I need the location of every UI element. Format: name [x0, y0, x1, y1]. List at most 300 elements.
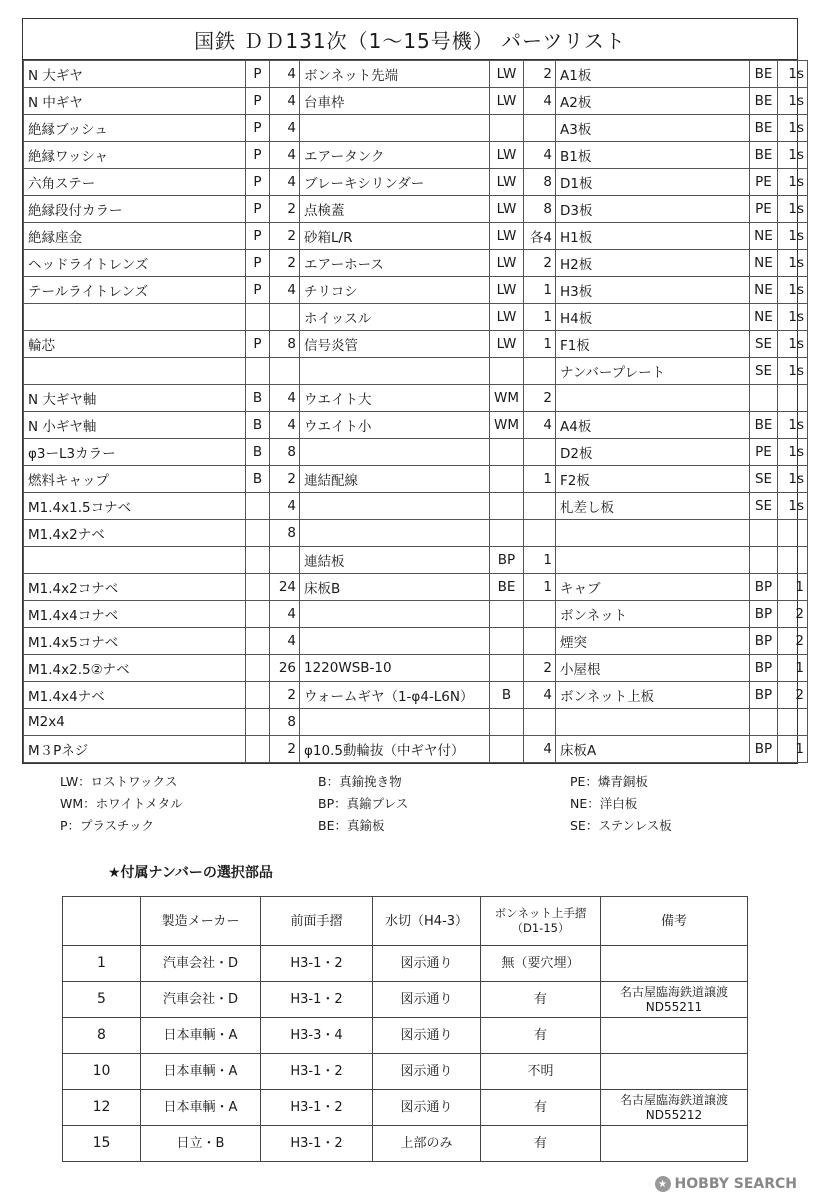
parts-row [24, 628, 808, 655]
parts-cell: P [246, 169, 270, 196]
parts-cell: 2 [270, 223, 300, 250]
parts-cell [556, 709, 750, 736]
parts-cell [490, 466, 524, 493]
parts-cell: ボンネット上板 [556, 682, 750, 709]
parts-cell [300, 520, 490, 547]
selection-header-cell: 備考 [601, 897, 748, 946]
parts-cell: ナンバープレート [556, 358, 750, 385]
parts-cell: BP [750, 682, 778, 709]
legend-item: SE：ステンレス板 [570, 818, 672, 833]
selection-cell: 1 [63, 946, 141, 982]
parts-cell: 絶縁ワッシャ [24, 142, 246, 169]
parts-cell [750, 709, 778, 736]
parts-cell: F1板 [556, 331, 750, 358]
selection-row [63, 1090, 748, 1126]
parts-cell [246, 709, 270, 736]
selection-cell: 上部のみ [373, 1126, 481, 1162]
parts-cell: P [246, 115, 270, 142]
parts-cell: 4 [270, 493, 300, 520]
parts-row [24, 250, 808, 277]
parts-cell: 連結板 [300, 547, 490, 574]
parts-row [24, 655, 808, 682]
parts-cell [270, 304, 300, 331]
parts-cell: BE [750, 88, 778, 115]
parts-cell: 4 [524, 142, 556, 169]
parts-cell: 4 [270, 277, 300, 304]
parts-row [24, 277, 808, 304]
parts-cell [490, 601, 524, 628]
selection-cell: 日立・B [141, 1126, 261, 1162]
parts-cell: M1.4x2ナベ [24, 520, 246, 547]
parts-cell: エアータンク [300, 142, 490, 169]
parts-cell: 床板B [300, 574, 490, 601]
parts-cell: 2 [524, 250, 556, 277]
parts-cell [490, 655, 524, 682]
selection-cell: 15 [63, 1126, 141, 1162]
parts-cell: BP [750, 574, 778, 601]
parts-cell: 点検蓋 [300, 196, 490, 223]
selection-cell: 5 [63, 982, 141, 1018]
parts-row [24, 601, 808, 628]
parts-cell: B [246, 385, 270, 412]
parts-cell [270, 358, 300, 385]
parts-cell: N 大ギヤ軸 [24, 385, 246, 412]
parts-cell: M３Pネジ [24, 736, 246, 763]
selection-cell: H3-1・2 [261, 1054, 373, 1090]
parts-cell: BP [750, 628, 778, 655]
parts-cell: ホイッスル [300, 304, 490, 331]
parts-cell: NE [750, 250, 778, 277]
parts-cell: 2 [524, 385, 556, 412]
parts-cell: 1 [524, 547, 556, 574]
parts-row [24, 331, 808, 358]
selection-cell: 図示通り [373, 1054, 481, 1090]
selection-cell: 不明 [481, 1054, 601, 1090]
parts-cell [270, 547, 300, 574]
selection-cell [601, 1126, 748, 1162]
parts-row [24, 466, 808, 493]
parts-cell: P [246, 277, 270, 304]
parts-cell: B [246, 466, 270, 493]
parts-cell: 絶縁座金 [24, 223, 246, 250]
parts-cell: 絶縁ブッシュ [24, 115, 246, 142]
parts-cell [778, 520, 808, 547]
parts-cell: 床板A [556, 736, 750, 763]
parts-cell: B [246, 412, 270, 439]
parts-cell [246, 304, 270, 331]
parts-cell: LW [490, 196, 524, 223]
parts-cell [246, 358, 270, 385]
selection-cell: 名古屋臨海鉄道譲渡 ND55211 [601, 982, 748, 1018]
parts-cell: 輪芯 [24, 331, 246, 358]
parts-cell: 2 [270, 736, 300, 763]
material-legend [60, 772, 760, 842]
parts-cell [490, 493, 524, 520]
parts-cell: チリコシ [300, 277, 490, 304]
parts-row [24, 439, 808, 466]
selection-row [63, 1126, 748, 1162]
parts-cell: BE [750, 115, 778, 142]
parts-cell: LW [490, 277, 524, 304]
selection-header-cell: 前面手摺 [261, 897, 373, 946]
parts-cell: 各4 [524, 223, 556, 250]
parts-cell: 1 [778, 655, 808, 682]
parts-cell: N 小ギヤ軸 [24, 412, 246, 439]
selection-header-cell [63, 897, 141, 946]
parts-cell: 六角ステー [24, 169, 246, 196]
parts-cell: P [246, 223, 270, 250]
legend-item: BE：真鍮板 [318, 818, 385, 833]
selection-cell: 汽車会社・D [141, 946, 261, 982]
parts-cell [300, 439, 490, 466]
selection-cell: 10 [63, 1054, 141, 1090]
parts-cell: B1板 [556, 142, 750, 169]
parts-cell: 8 [270, 709, 300, 736]
parts-cell: φ3ーL3カラー [24, 439, 246, 466]
parts-cell: 2 [270, 250, 300, 277]
parts-cell: 1s [778, 223, 808, 250]
parts-cell: 1 [524, 574, 556, 601]
parts-cell: エアーホース [300, 250, 490, 277]
parts-row [24, 493, 808, 520]
parts-cell: 2 [270, 466, 300, 493]
parts-row [24, 547, 808, 574]
parts-cell: ボンネット [556, 601, 750, 628]
legend-item: LW：ロストワックス [60, 774, 178, 789]
selection-header-cell: 製造メーカー [141, 897, 261, 946]
parts-cell [524, 493, 556, 520]
parts-cell: 4 [270, 601, 300, 628]
parts-cell [246, 574, 270, 601]
parts-cell: BE [750, 61, 778, 88]
selection-header-cell: 水切（H4-3） [373, 897, 481, 946]
parts-row [24, 223, 808, 250]
parts-cell: 2 [270, 196, 300, 223]
parts-cell: P [246, 142, 270, 169]
parts-cell [750, 520, 778, 547]
parts-cell: BP [750, 736, 778, 763]
parts-cell: 4 [524, 682, 556, 709]
selection-cell: 図示通り [373, 982, 481, 1018]
selection-cell: 8 [63, 1018, 141, 1054]
parts-cell: A2板 [556, 88, 750, 115]
parts-cell: 1s [778, 196, 808, 223]
parts-cell: 1220WSB-10 [300, 655, 490, 682]
parts-cell: PE [750, 196, 778, 223]
parts-cell [246, 628, 270, 655]
selection-cell: 有 [481, 982, 601, 1018]
parts-cell [556, 385, 750, 412]
parts-cell: ヘッドライトレンズ [24, 250, 246, 277]
parts-cell: SE [750, 331, 778, 358]
parts-cell: 4 [270, 412, 300, 439]
selection-cell [601, 946, 748, 982]
parts-cell [778, 709, 808, 736]
parts-cell [490, 358, 524, 385]
parts-cell: LW [490, 223, 524, 250]
parts-cell: H1板 [556, 223, 750, 250]
parts-cell: WM [490, 412, 524, 439]
parts-cell [750, 547, 778, 574]
parts-cell [490, 439, 524, 466]
parts-cell: SE [750, 493, 778, 520]
legend-item: WM：ホワイトメタル [60, 796, 183, 811]
selection-row [63, 1018, 748, 1054]
parts-cell: 4 [270, 88, 300, 115]
selection-cell: H3-1・2 [261, 982, 373, 1018]
parts-cell [778, 385, 808, 412]
parts-cell: A1板 [556, 61, 750, 88]
parts-cell: M1.4x2コナベ [24, 574, 246, 601]
parts-cell: 4 [270, 61, 300, 88]
parts-cell: N 中ギヤ [24, 88, 246, 115]
parts-cell: WM [490, 385, 524, 412]
selection-cell: 有 [481, 1090, 601, 1126]
parts-cell: 燃料キャップ [24, 466, 246, 493]
parts-cell: 1s [778, 466, 808, 493]
parts-cell: D3板 [556, 196, 750, 223]
parts-cell: H3板 [556, 277, 750, 304]
parts-cell [556, 520, 750, 547]
parts-cell: 札差し板 [556, 493, 750, 520]
parts-cell: 2 [778, 682, 808, 709]
parts-cell: BP [750, 655, 778, 682]
parts-cell: 煙突 [556, 628, 750, 655]
parts-cell: キャブ [556, 574, 750, 601]
parts-cell: 8 [524, 196, 556, 223]
parts-cell: H2板 [556, 250, 750, 277]
parts-cell: P [246, 61, 270, 88]
parts-cell: 1s [778, 412, 808, 439]
parts-cell [556, 547, 750, 574]
selection-row [63, 1054, 748, 1090]
parts-cell: P [246, 196, 270, 223]
parts-cell: 1 [524, 304, 556, 331]
parts-cell: BP [490, 547, 524, 574]
parts-cell: BE [490, 574, 524, 601]
parts-cell: ブレーキシリンダー [300, 169, 490, 196]
parts-cell: 24 [270, 574, 300, 601]
selection-cell: 図示通り [373, 1090, 481, 1126]
parts-cell: 1 [778, 574, 808, 601]
parts-cell: テールライトレンズ [24, 277, 246, 304]
legend-item: PE：燐青銅板 [570, 774, 648, 789]
parts-cell [524, 358, 556, 385]
selection-row [63, 982, 748, 1018]
parts-cell: 4 [524, 412, 556, 439]
parts-cell: 1s [778, 115, 808, 142]
parts-cell: 1 [778, 736, 808, 763]
parts-cell [300, 601, 490, 628]
selection-header-row [63, 897, 748, 946]
parts-row [24, 520, 808, 547]
parts-cell [778, 547, 808, 574]
parts-cell [524, 709, 556, 736]
parts-cell: BE [750, 412, 778, 439]
parts-cell: 1s [778, 142, 808, 169]
selection-title: ★付属ナンバーの選択部品 [108, 865, 273, 881]
selection-cell: H3-1・2 [261, 946, 373, 982]
parts-cell: 8 [524, 169, 556, 196]
parts-cell: M1.4x4ナベ [24, 682, 246, 709]
parts-cell: A4板 [556, 412, 750, 439]
parts-table [23, 60, 808, 763]
parts-cell [246, 493, 270, 520]
parts-cell: 1s [778, 358, 808, 385]
parts-cell: 4 [270, 115, 300, 142]
parts-cell: PE [750, 439, 778, 466]
selection-cell: 図示通り [373, 946, 481, 982]
parts-cell [246, 736, 270, 763]
parts-cell [524, 628, 556, 655]
parts-cell: 砂箱L/R [300, 223, 490, 250]
parts-cell [300, 628, 490, 655]
selection-table [62, 896, 748, 1162]
selection-cell: 図示通り [373, 1018, 481, 1054]
parts-cell: H4板 [556, 304, 750, 331]
parts-cell: ウエイト小 [300, 412, 490, 439]
parts-cell [300, 709, 490, 736]
parts-cell: LW [490, 142, 524, 169]
parts-row [24, 709, 808, 736]
parts-cell: 8 [270, 520, 300, 547]
parts-cell: ウエイト大 [300, 385, 490, 412]
parts-cell: 2 [778, 601, 808, 628]
legend-item: NE：洋白板 [570, 796, 638, 811]
page-title: 国鉄 ＤＤ131次（1〜15号機） パーツリスト [23, 19, 797, 60]
selection-cell: 汽車会社・D [141, 982, 261, 1018]
parts-cell: LW [490, 331, 524, 358]
parts-cell: B [246, 439, 270, 466]
parts-cell [300, 493, 490, 520]
parts-cell: 2 [524, 61, 556, 88]
parts-cell [750, 385, 778, 412]
parts-cell: BP [750, 601, 778, 628]
parts-cell: 2 [778, 628, 808, 655]
parts-cell [300, 358, 490, 385]
parts-cell [524, 439, 556, 466]
parts-cell: PE [750, 169, 778, 196]
parts-row [24, 142, 808, 169]
parts-cell: SE [750, 466, 778, 493]
parts-cell [490, 520, 524, 547]
parts-cell: 8 [270, 439, 300, 466]
parts-cell [24, 358, 246, 385]
parts-cell: LW [490, 88, 524, 115]
parts-cell: 4 [270, 385, 300, 412]
parts-row [24, 385, 808, 412]
selection-cell: 日本車輌・A [141, 1054, 261, 1090]
selection-cell: 日本車輌・A [141, 1090, 261, 1126]
parts-cell: B [490, 682, 524, 709]
parts-cell: 1s [778, 277, 808, 304]
selection-row [63, 946, 748, 982]
selection-cell: 有 [481, 1126, 601, 1162]
legend-item: P：プラスチック [60, 818, 155, 833]
parts-cell: M2x4 [24, 709, 246, 736]
parts-cell: 1 [524, 277, 556, 304]
parts-cell: NE [750, 304, 778, 331]
parts-cell: LW [490, 250, 524, 277]
parts-cell: 4 [270, 142, 300, 169]
parts-cell [524, 520, 556, 547]
parts-cell [246, 601, 270, 628]
parts-cell: NE [750, 277, 778, 304]
parts-cell: 小屋根 [556, 655, 750, 682]
parts-cell [524, 601, 556, 628]
parts-cell: ボンネット先端 [300, 61, 490, 88]
selection-cell [601, 1018, 748, 1054]
parts-cell: 1s [778, 493, 808, 520]
watermark [655, 1176, 797, 1192]
parts-cell: D2板 [556, 439, 750, 466]
selection-cell: 有 [481, 1018, 601, 1054]
parts-cell: 1 [524, 331, 556, 358]
parts-cell: 4 [524, 88, 556, 115]
selection-cell: H3-1・2 [261, 1090, 373, 1126]
parts-cell: A3板 [556, 115, 750, 142]
parts-cell [246, 682, 270, 709]
parts-cell: 信号炎管 [300, 331, 490, 358]
selection-cell: H3-1・2 [261, 1126, 373, 1162]
parts-cell: 4 [524, 736, 556, 763]
parts-cell: F2板 [556, 466, 750, 493]
parts-cell: 台車枠 [300, 88, 490, 115]
watermark-text: HOBBY SEARCH [674, 1176, 797, 1192]
parts-row [24, 574, 808, 601]
parts-cell [490, 115, 524, 142]
selection-cell: H3-3・4 [261, 1018, 373, 1054]
parts-cell [246, 655, 270, 682]
parts-cell: M1.4x1.5コナベ [24, 493, 246, 520]
parts-cell: D1板 [556, 169, 750, 196]
selection-cell: 無（要穴埋） [481, 946, 601, 982]
parts-cell [24, 547, 246, 574]
parts-row [24, 358, 808, 385]
parts-cell: LW [490, 304, 524, 331]
parts-cell: M1.4x5コナベ [24, 628, 246, 655]
parts-cell: 26 [270, 655, 300, 682]
parts-cell: P [246, 88, 270, 115]
parts-sheet [22, 18, 804, 764]
parts-cell: 1s [778, 250, 808, 277]
parts-cell: 1s [778, 304, 808, 331]
parts-cell: N 大ギヤ [24, 61, 246, 88]
parts-cell: 8 [270, 331, 300, 358]
parts-cell: SE [750, 358, 778, 385]
parts-row [24, 88, 808, 115]
selection-cell: 日本車輌・A [141, 1018, 261, 1054]
parts-cell [246, 547, 270, 574]
parts-cell: BE [750, 142, 778, 169]
parts-cell [490, 736, 524, 763]
legend-item: B：真鍮挽き物 [318, 774, 402, 789]
parts-row [24, 169, 808, 196]
parts-cell: M1.4x2.5②ナベ [24, 655, 246, 682]
parts-cell: LW [490, 169, 524, 196]
parts-cell [524, 115, 556, 142]
parts-row [24, 115, 808, 142]
parts-cell: 1s [778, 439, 808, 466]
selection-cell: 12 [63, 1090, 141, 1126]
parts-cell [246, 520, 270, 547]
parts-cell [490, 709, 524, 736]
parts-row [24, 196, 808, 223]
parts-cell: 1s [778, 169, 808, 196]
parts-cell: φ10.5動輪抜（中ギヤ付） [300, 736, 490, 763]
parts-cell: 1s [778, 88, 808, 115]
parts-cell: 連結配線 [300, 466, 490, 493]
